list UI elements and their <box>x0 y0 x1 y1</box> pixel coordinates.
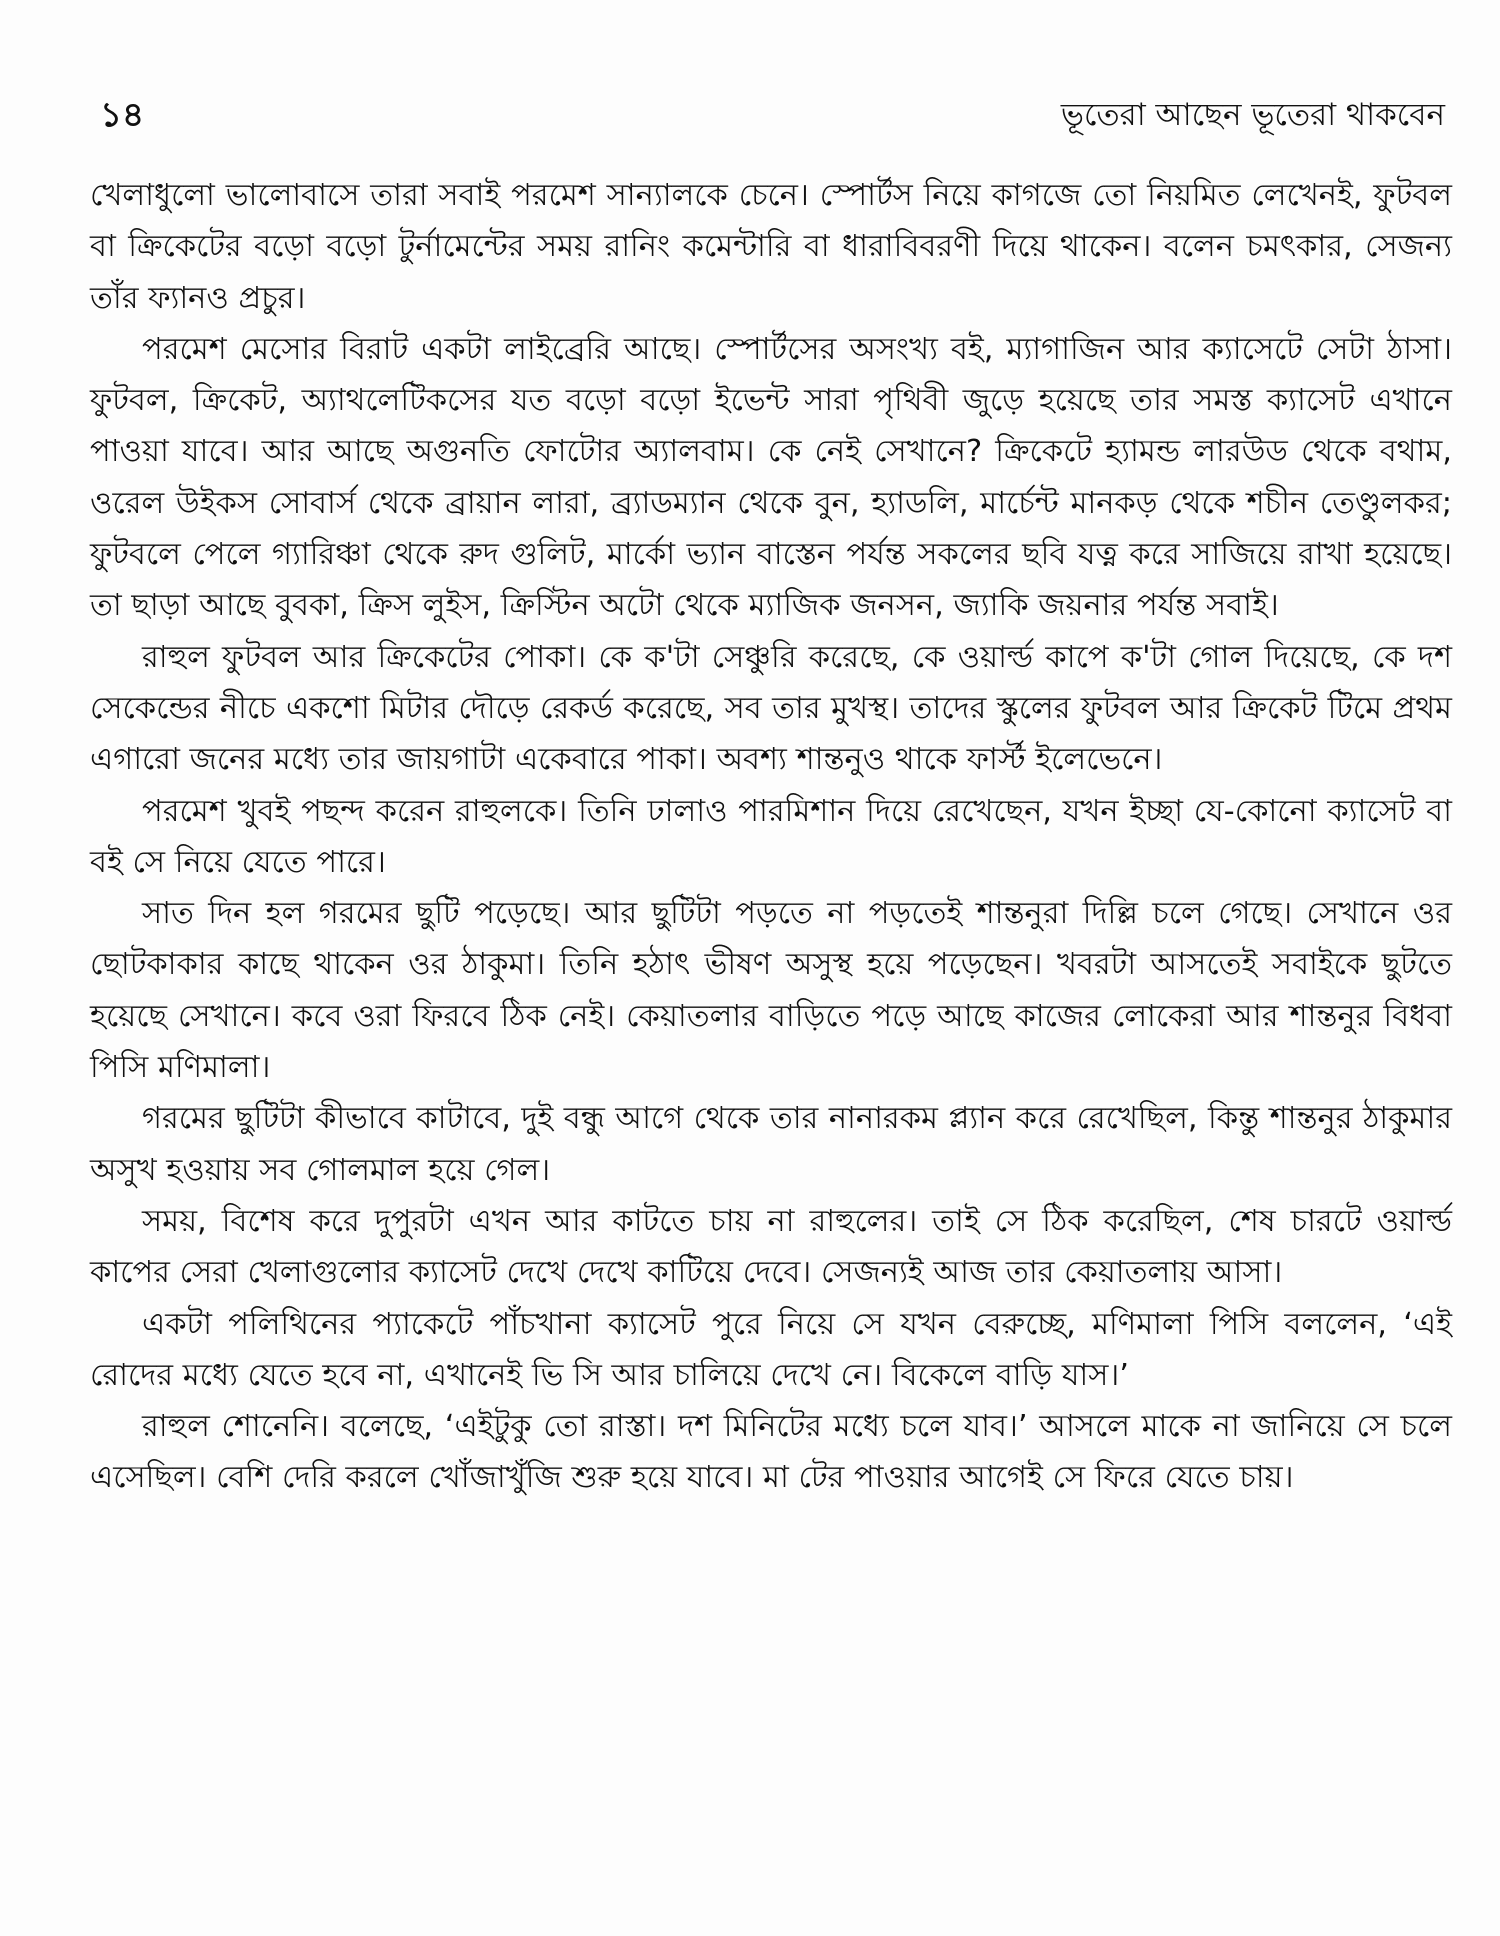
page-header <box>100 92 1445 142</box>
paragraph: রাহুল শোনেনি। বলেছে, ‘এইটুকু তো রাস্তা। দশ মিনিটের মধ্যে চলে যাব।’ আসলে মাকে না জানিয়ে সে চলে এসেছিল। বেশি দেরি করলে খোঁজাখুঁজি শুরু হয়ে যাবে। মা টের পাওয়ার আগেই সে ফিরে যেতে চায়। <box>90 1409 1452 1496</box>
page-number: ১৪ <box>100 94 145 135</box>
paragraph: পরমেশ মেসোর বিরাট একটা লাইব্রেরি আছে। স্পোর্টসের অসংখ্য বই, ম্যাগাজিন আর ক্যাসেটে সেটা ঠাসা। ফুটবল, ক্রিকেট, অ্যাথলেটিকসের যত বড়ো বড়ো ইভেন্ট সারা পৃথিবী জুড়ে হয়েছে তার সমস্ত ক্যাসেট এখানে পাওয়া যাবে। আর আছে অগুনতি ফোটোর অ্যালবাম। কে নেই সেখানে? ক্রিকেটে হ্যামন্ড লারউড থেকে বথাম, ওরেল উইকস সোবার্স থেকে ব্রায়ান লারা, ব্র্যাডম্যান থেকে বুন, হ্যাডলি, মার্চেন্ট মানকড় থেকে শচীন তেণ্ডুলকর; ফুটবলে পেলে গ্যারিঞ্চা থেকে রুদ গুলিট, মার্কো ভ্যান বাস্তেন পর্যন্ত সকলের ছবি যত্ন করে সাজিয়ে রাখা হয়েছে। তা ছাড়া আছে বুবকা, ক্রিস লুইস, ক্রিস্টিন অটো থেকে ম্যাজিক জনসন, জ্যাকি জয়নার পর্যন্ত সবাই। <box>90 331 1452 624</box>
running-title: ভূতেরা আছেন ভূতেরা থাকবেন <box>1060 97 1445 133</box>
paragraph: গরমের ছুটিটা কীভাবে কাটাবে, দুই বন্ধু আগে থেকে তার নানারকম প্ল্যান করে রেখেছিল, কিন্তু শান্তনুর ঠাকুমার অসুখ হওয়ায় সব গোলমাল হয়ে গেল। <box>90 1101 1452 1188</box>
paragraph: খেলাধুলো ভালোবাসে তারা সবাই পরমেশ সান্যালকে চেনে। স্পোর্টস নিয়ে কাগজে তো নিয়মিত লেখেনই, ফুটবল বা ক্রিকেটের বড়ো বড়ো টুর্নামেন্টের সময় রানিং কমেন্টারি বা ধারাবিবরণী দিয়ে থাকেন। বলেন চমৎকার, সেজন্য তাঁর ফ্যানও প্রচুর। <box>90 178 1452 316</box>
paragraph: সময়, বিশেষ করে দুপুরটা এখন আর কাটতে চায় না রাহুলের। তাই সে ঠিক করেছিল, শেষ চারটে ওয়ার্ল্ড কাপের সেরা খেলাগুলোর ক্যাসেট দেখে দেখে কাটিয়ে দেবে। সেজন্যই আজ তার কেয়াতলায় আসা। <box>90 1203 1452 1291</box>
paragraph: রাহুল ফুটবল আর ক্রিকেটের পোকা। কে ক'টা সেঞ্চুরি করেছে, কে ওয়ার্ল্ড কাপে ক'টা গোল দিয়েছে, কে দশ সেকেন্ডের নীচে একশো মিটার দৌড়ে রেকর্ড করেছে, সব তার মুখস্থ। তাদের স্কুলের ফুটবল আর ক্রিকেট টিমে প্রথম এগারো জনের মধ্যে তার জায়গাটা একেবারে পাকা। অবশ্য শান্তনুও থাকে ফার্স্ট ইলেভেনে। <box>90 639 1452 778</box>
paragraph: সাত দিন হল গরমের ছুটি পড়েছে। আর ছুটিটা পড়তে না পড়তেই শান্তনুরা দিল্লি চলে গেছে। সেখানে ওর ছোটকাকার কাছে থাকেন ওর ঠাকুমা। তিনি হঠাৎ ভীষণ অসুস্থ হয়ে পড়েছেন। খবরটা আসতেই সবাইকে ছুটতে হয়েছে সেখানে। কবে ওরা ফিরবে ঠিক নেই। কেয়াতলার বাড়িতে পড়ে আছে কাজের লোকেরা আর শান্তনুর বিধবা পিসি মণিমালা। <box>90 896 1452 1086</box>
paragraph: পরমেশ খুবই পছন্দ করেন রাহুলকে। তিনি ঢালাও পারমিশান দিয়ে রেখেছেন, যখন ইচ্ছা যে-কোনো ক্যাসেট বা বই সে নিয়ে যেতে পারে। <box>90 793 1452 880</box>
body-text <box>90 170 1452 1504</box>
paragraph: একটা পলিথিনের প্যাকেটে পাঁচখানা ক্যাসেট পুরে নিয়ে সে যখন বেরুচ্ছে, মণিমালা পিসি বললেন, ‘এই রোদের মধ্যে যেতে হবে না, এখানেই ভি সি আর চালিয়ে দেখে নে। বিকেলে বাড়ি যাস।’ <box>90 1306 1452 1393</box>
